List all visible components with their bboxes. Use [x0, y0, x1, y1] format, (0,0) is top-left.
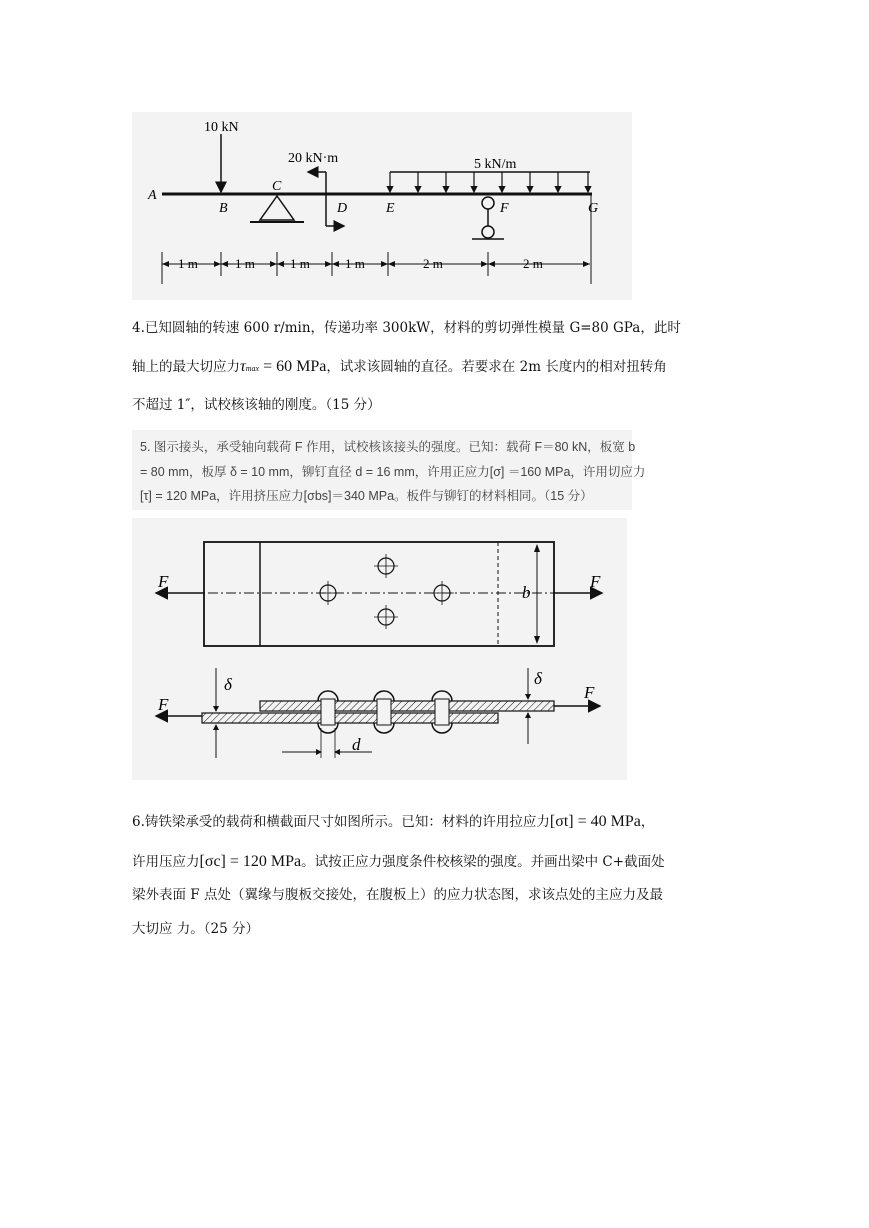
label-d: D — [337, 201, 348, 216]
force-left-side: F — [158, 695, 169, 714]
width-b-label: b — [522, 583, 531, 602]
label-e: E — [386, 201, 395, 216]
tau-symbol: τ — [240, 358, 246, 375]
p6-line3: 梁外表面 F 点处（翼缘与腹板交接处，在腹板上）的应力状态图，求该点处的主应力及最 — [132, 887, 663, 903]
tau-subscript: max — [245, 364, 260, 373]
load-10kn: 10 kN — [204, 120, 239, 135]
p4-line3: 不超过 1″，试校核该轴的刚度。（15 分） — [132, 397, 381, 413]
dim-6: 2 m — [523, 256, 543, 271]
dim-4: 1 m — [345, 256, 365, 271]
dim-5: 2 m — [423, 256, 443, 271]
label-b: B — [219, 201, 228, 216]
p5-text-block — [132, 430, 646, 510]
p6-line2a: 许用压应力 — [132, 854, 200, 870]
force-left-top: F — [158, 572, 169, 591]
dim-2: 1 m — [235, 256, 255, 271]
p6-line1 — [132, 812, 654, 831]
p5-line2: = 80 mm，板厚 δ = 10 mm，铆钉直径 d = 16 mm，许用正应力[σ] ＝160 MPa，许用切应力 — [140, 465, 646, 479]
thickness-delta-left: δ — [224, 675, 232, 694]
p6-line2 — [132, 852, 665, 871]
label-g: G — [588, 201, 599, 216]
p5-line1: 5. 图示接头，承受轴向载荷 F 作用，试校核该接头的强度。已知：载荷 F＝80 kN，板宽 b — [140, 440, 636, 454]
label-a: A — [148, 188, 157, 203]
beam-diagram — [132, 112, 632, 300]
thickness-delta-right: δ — [534, 669, 542, 688]
p6-line4: 大切应 力。（25 分） — [132, 921, 260, 937]
moment-label: 20 kN·m — [288, 151, 339, 166]
p4-line2a: 轴上的最大切应力 — [132, 359, 240, 375]
p6-comma: ， — [640, 814, 655, 830]
p6-line2b: 。试按正应力强度条件校核梁的强度。并画出梁中 C+截面处 — [301, 854, 665, 870]
dim-3: 1 m — [290, 256, 310, 271]
rivet-d-label: d — [352, 735, 361, 754]
beam-figure — [132, 112, 632, 300]
force-right-side: F — [584, 683, 595, 702]
p4-line2b: ，试求该圆轴的直径。若要求在 2m 长度内的相对扭转角 — [326, 359, 667, 375]
p5-line3: [τ] = 120 MPa，许用挤压应力[σbs]＝340 MPa。板件与铆钉的材料相同。（15 分） — [140, 489, 593, 503]
dist-load-label: 5 kN/m — [474, 157, 517, 172]
p4-line2 — [132, 357, 667, 376]
joint-figure — [132, 518, 627, 780]
dim-1: 1 m — [178, 256, 198, 271]
tau-max-formula — [240, 358, 326, 375]
p6-line1-text: 6.铸铁梁承受的载荷和横截面尺寸如图所示。已知：材料的许用拉应力 — [132, 814, 550, 830]
label-f: F — [500, 201, 509, 216]
p4-line1: 4.已知圆轴的转速 600 r/min，传递功率 300kW，材料的剪切弹性模量 G=80 GPa，此时 — [132, 320, 681, 336]
joint-diagram — [132, 518, 627, 780]
sigma-t-formula: [σt] = 40 MPa — [549, 813, 641, 830]
tau-value: = 60 MPa — [263, 358, 327, 375]
force-right-top: F — [590, 572, 601, 591]
label-c: C — [272, 179, 282, 194]
sigma-c-formula: [σc] = 120 MPa — [199, 853, 302, 870]
